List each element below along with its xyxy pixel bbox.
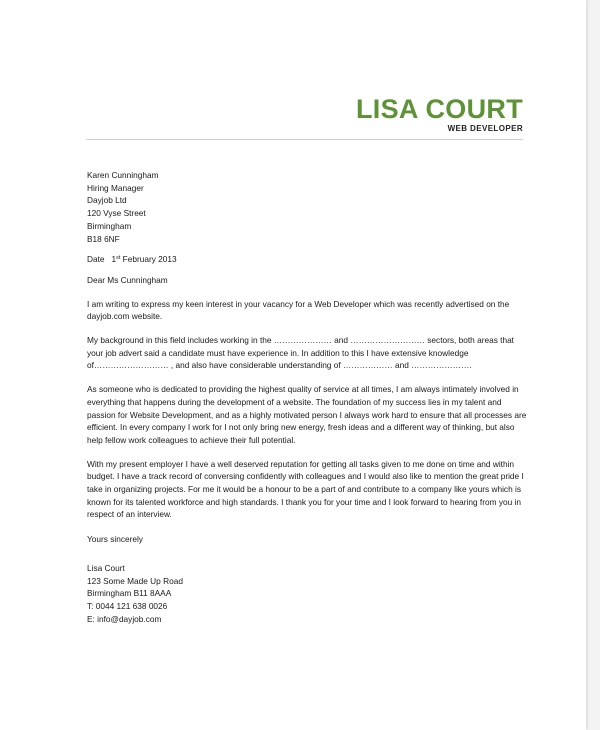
paragraph-background: My background in this field includes working in the ………………… and ……………………… sectors, both areas that your job advert said a candidate must have experience in. In addition to this I have extensive knowledge of……………………… , and also have considerable understanding of ……………… and …………………. [87, 335, 514, 371]
paragraph-dedication: As someone who is dedicated to providing the highest quality of service at all times, I am always intimately involved in everything that happens during the development of a website. The foundation of my success lies in my talent and passion for Website Development, and as a highly motivated person I always work hard to ensure that all processes are efficient. In every company I work for I not only bring new energy, fresh ideas and a different way of thinking, but also help fellow work colleagues to achieve their full potential. [87, 384, 527, 445]
signature-block [87, 562, 527, 626]
salutation: Dear Ms Cunningham [87, 274, 168, 285]
signature-email: E: info@dayjob.com [87, 613, 162, 624]
date-day: 1 [111, 254, 117, 265]
date-label: Date [87, 254, 105, 265]
closing: Yours sincerely [87, 534, 143, 545]
date-month-year: February 2013 [122, 254, 177, 265]
sender-name: LISA COURT [356, 94, 523, 124]
recipient-street: 120 Vyse Street [87, 208, 146, 219]
recipient-position: Hiring Manager [87, 182, 144, 193]
signature-phone: T: 0044 121 638 0026 [87, 600, 168, 611]
paragraph-reputation: With my present employer I have a well deserved reputation for getting all tasks given to me done on time and within budget. I have a track record of conversing confidently with colleagues and I would also like to mention the great pride I take in organizing projects. For me it would be a honour to be a part of and contribute to a company like yours which is known for its talented workforce and high standards. I thank you for your time and I look forward to hearing from you in respect of an interview. [87, 458, 524, 520]
recipient-address [87, 169, 527, 245]
recipient-postcode: B18 6NF [87, 233, 120, 244]
letter-date [87, 253, 527, 266]
paragraph-intro: I am writing to express my keen interest in your vacancy for a Web Developer which was recently advertised on the dayjob.com website. [87, 298, 510, 322]
signature-street: 123 Some Made Up Road [87, 575, 183, 586]
recipient-company: Dayjob Ltd [87, 195, 127, 206]
date-day-suffix: st [116, 255, 121, 262]
signature-city: Birmingham B11 8AAA [87, 588, 172, 599]
sender-job-title: WEB DEVELOPER [447, 124, 523, 133]
letter-body [87, 169, 527, 625]
signature-name: Lisa Court [87, 562, 125, 573]
recipient-name: Karen Cunningham [87, 170, 159, 180]
recipient-city: Birmingham [87, 220, 132, 231]
header-divider [86, 139, 523, 140]
